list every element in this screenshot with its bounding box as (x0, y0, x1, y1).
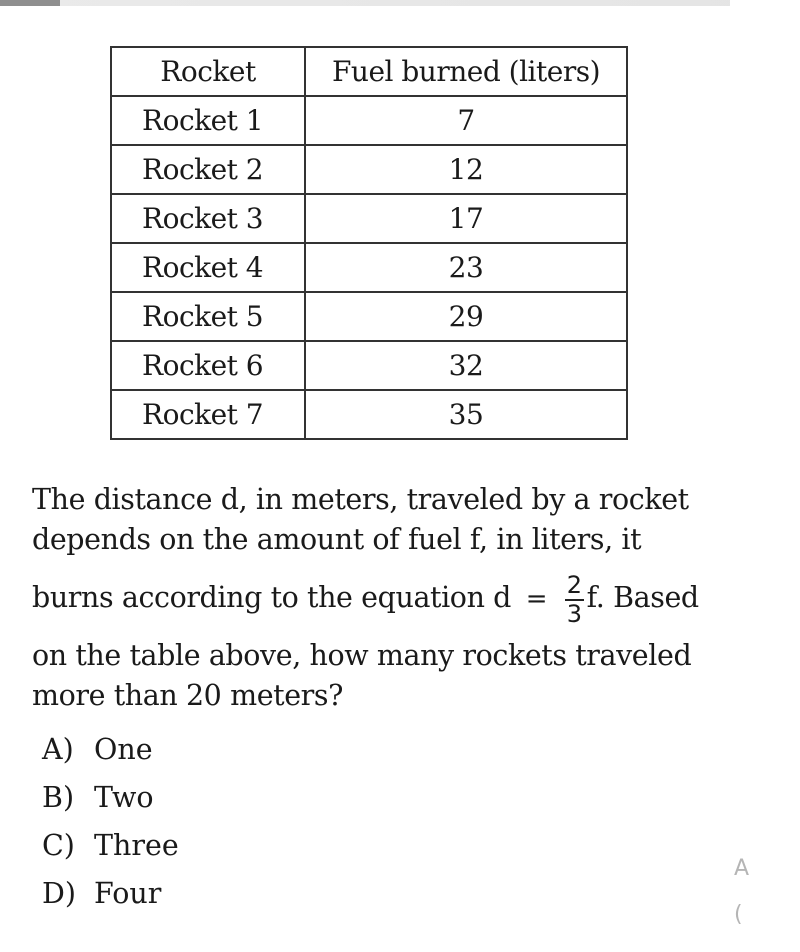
table-row (111, 341, 627, 390)
margin-mark: ( (734, 902, 743, 927)
choice-d[interactable] (42, 870, 179, 918)
table-row (111, 194, 627, 243)
choice-text: One (94, 733, 153, 766)
equals-sign: = (525, 584, 548, 614)
question-equation-line (32, 560, 699, 636)
choice-a[interactable] (42, 726, 179, 774)
scan-edge-decoration (0, 0, 730, 6)
choice-letter: C) (42, 829, 75, 862)
question-line-part: f. Based (586, 581, 699, 614)
rocket-name: Rocket 4 (111, 243, 305, 292)
margin-mark: A (734, 856, 750, 881)
choice-text: Two (94, 781, 154, 814)
fuel-value: 23 (305, 243, 627, 292)
table-row (111, 243, 627, 292)
fraction (565, 572, 584, 628)
choice-letter: B) (42, 781, 75, 814)
header-rocket: Rocket (111, 47, 305, 96)
rocket-name: Rocket 2 (111, 145, 305, 194)
choice-letter: D) (42, 877, 76, 910)
question-line-part: burns according to the equation d (32, 581, 512, 614)
fuel-table (110, 46, 628, 440)
rocket-name: Rocket 7 (111, 390, 305, 439)
fuel-value: 29 (305, 292, 627, 341)
rocket-name: Rocket 3 (111, 194, 305, 243)
choice-c[interactable] (42, 822, 179, 870)
fuel-value: 12 (305, 145, 627, 194)
fuel-value: 7 (305, 96, 627, 145)
answer-choices (42, 726, 179, 918)
rocket-name: Rocket 6 (111, 341, 305, 390)
fraction-numerator: 2 (566, 570, 582, 599)
margin-marks (734, 846, 749, 938)
question-line: more than 20 meters? (32, 679, 344, 712)
choice-text: Four (94, 877, 162, 910)
rocket-name: Rocket 5 (111, 292, 305, 341)
table-header-row (111, 47, 627, 96)
question-line: on the table above, how many rockets traveled (32, 639, 692, 672)
table-row (111, 96, 627, 145)
question-text (32, 480, 699, 716)
choice-letter: A) (42, 733, 74, 766)
fuel-value: 17 (305, 194, 627, 243)
table-row (111, 390, 627, 439)
table-row (111, 292, 627, 341)
fraction-denominator: 3 (566, 599, 582, 628)
fuel-value: 35 (305, 390, 627, 439)
rocket-name: Rocket 1 (111, 96, 305, 145)
table-row (111, 145, 627, 194)
choice-b[interactable] (42, 774, 179, 822)
header-fuel: Fuel burned (liters) (305, 47, 627, 96)
choice-text: Three (94, 829, 179, 862)
question-line: depends on the amount of fuel f, in liters, it (32, 523, 642, 556)
question-line: The distance d, in meters, traveled by a rocket (32, 483, 689, 516)
fuel-value: 32 (305, 341, 627, 390)
